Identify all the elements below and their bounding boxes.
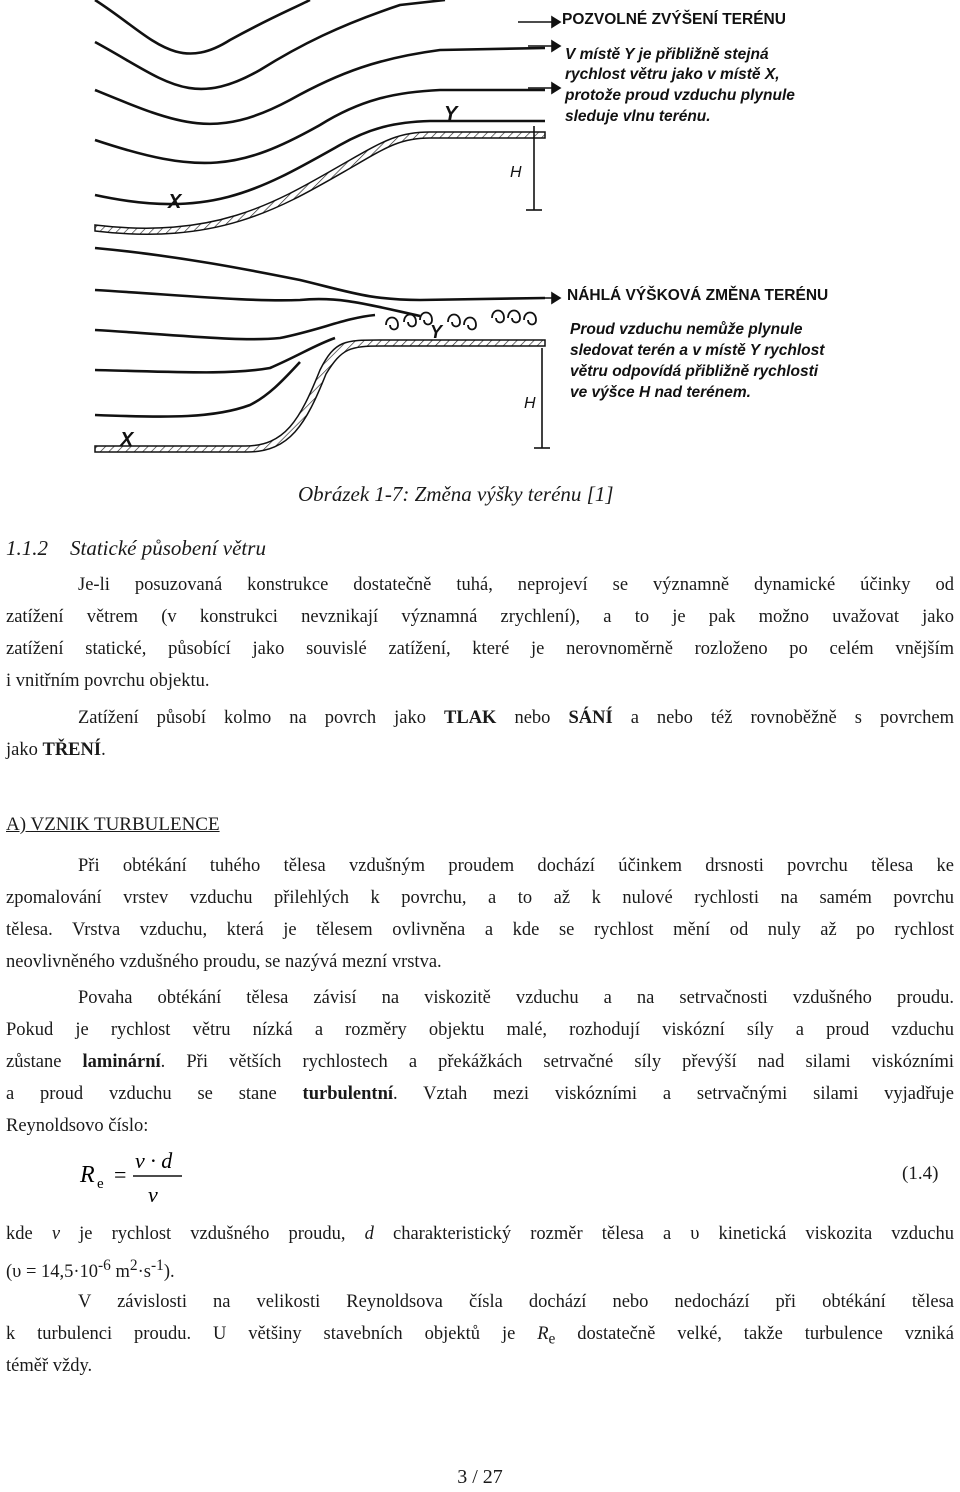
text-line: kde v je rychlost vzdušného proudu, d charakteristický rozměr tělesa a υ kinetická viskozita vzduchu [6, 1224, 954, 1244]
text-line: jako TŘENÍ. [6, 740, 106, 760]
text-line: zpomalování vrstev vzduchu přilehlých k povrchu, a to až k nulové rychlosti na samém povrchu [6, 888, 954, 908]
paragraph-boundary-layer [6, 850, 954, 978]
heading-turbulence: A) VZNIK TURBULENCE [6, 814, 220, 835]
section-heading [6, 536, 266, 561]
section-title: Statické působení větru [70, 536, 266, 560]
text-line: Pokud je rychlost větru nízká a rozměry objektu malé, rozhodují viskózní síly a proud vzduchu [6, 1020, 954, 1040]
text-line: zůstane laminární. Při větších rychlostech a překážkách setrvačné síly převýší nad silami viskózními [6, 1052, 954, 1072]
bottom-desc-line: větru odpovídá přibližně rychlosti [570, 363, 819, 380]
top-label-h: H [510, 164, 522, 181]
text-line: tělesa. Vrstva vzduchu, která je tělesem ovlivněna a kde se rychlost mění od nuly až po rychlost [6, 920, 954, 940]
abrupt-change-diagram [95, 248, 545, 417]
eq-lhs: R [80, 1162, 95, 1188]
bottom-arrows [528, 293, 560, 448]
eq-numerator: v · d [135, 1148, 173, 1173]
paragraph-load-direction [6, 702, 954, 766]
eq-denominator: ν [148, 1182, 158, 1207]
paragraph-variables [6, 1218, 954, 1282]
top-heading: POZVOLNÉ ZVÝŠENÍ TERÉNU [562, 11, 786, 28]
text-line: a proud vzduchu se stane turbulentní. Vztah mezi viskózními a setrvačnými silami vyjadřuje [6, 1084, 955, 1104]
bottom-desc-line: Proud vzduchu nemůže plynule [570, 321, 803, 338]
top-label-x: X [168, 191, 182, 213]
bottom-label-x: X [120, 429, 134, 451]
top-desc-line: protože proud vzduchu plynule [565, 87, 795, 104]
text-line: zatížení větrem (v konstrukci nevznikají významná zrychlení), a to je pak možno uvažovat jako [6, 607, 954, 627]
section-number: 1.1.2 [6, 536, 48, 560]
abrupt-ground [95, 340, 545, 452]
gentle-slope-diagram [95, 0, 545, 204]
eq-equals: = [114, 1162, 127, 1187]
bottom-heading: NÁHLÁ VÝŠKOVÁ ZMĚNA TERÉNU [567, 287, 829, 304]
page-number: 3 / 27 [457, 1466, 503, 1488]
bottom-label-y: Y [430, 322, 443, 342]
paragraph-viscosity [6, 982, 954, 1142]
text-line: Zatížení působí kolmo na povrch jako TLAK nebo SÁNÍ a nebo též rovnoběžně s povrchem [78, 708, 954, 728]
bottom-desc-line: ve výšce H nad terénem. [570, 384, 751, 401]
figure-caption: Obrázek 1-7: Změna výšky terénu [1] [298, 482, 614, 506]
text-line: Při obtékání tuhého tělesa vzdušným proudem dochází účinkem drsnosti povrchu tělesa ke [78, 856, 954, 876]
text-line: Reynoldsovo číslo: [6, 1116, 149, 1136]
eq-lhs-sub: e [97, 1176, 104, 1192]
top-desc-line: rychlost větru jako v místě X, [565, 66, 780, 83]
bottom-desc-line: sledovat terén a v místě Y rychlost [570, 342, 825, 359]
text-line: k turbulenci proudu. U většiny stavebních objektů je $R_e$ dostatečně velké, takže turbulence vzniká [6, 1324, 955, 1348]
text-line: i vnitřním povrchu objektu. [6, 671, 210, 691]
equation-number: (1.4) [902, 1163, 939, 1184]
bottom-label-h: H [524, 395, 536, 412]
top-desc-line: sleduje vlnu terénu. [565, 108, 711, 125]
top-desc-line: V místě Y je přibližně stejná [565, 46, 769, 63]
top-label-y: Y [444, 103, 458, 125]
text-line: zatížení statické, působící jako souvislé zatížení, které je nerovnoměrně rozloženo po celém vnějším [6, 639, 954, 659]
text-line: neovlivněného vzdušného proudu, se nazývá mezní vrstva. [6, 952, 442, 972]
text-line: V závislosti na velikosti Reynoldsova čísla dochází nebo nedochází při obtékání tělesa [78, 1292, 954, 1312]
top-arrows [518, 17, 560, 210]
text-line: ($\upsilon = 14,5\cdot 10^{-6}$ $m^2\cdot s^{-1}$). [6, 1257, 175, 1283]
terrain-figure [0, 0, 960, 475]
text-line: téměř vždy. [6, 1356, 93, 1376]
reynolds-equation [70, 1140, 330, 1210]
gentle-ground [95, 132, 545, 234]
paragraph-static-load [6, 569, 954, 697]
text-line: Je-li posuzovaná konstrukce dostatečně tuhá, neprojeví se významně dynamické účinky od [78, 575, 954, 595]
text-line: Povaha obtékání tělesa závisí na viskozitě vzduchu a na setrvačnosti vzdušného proudu. [78, 988, 954, 1008]
paragraph-reynolds [6, 1286, 954, 1382]
